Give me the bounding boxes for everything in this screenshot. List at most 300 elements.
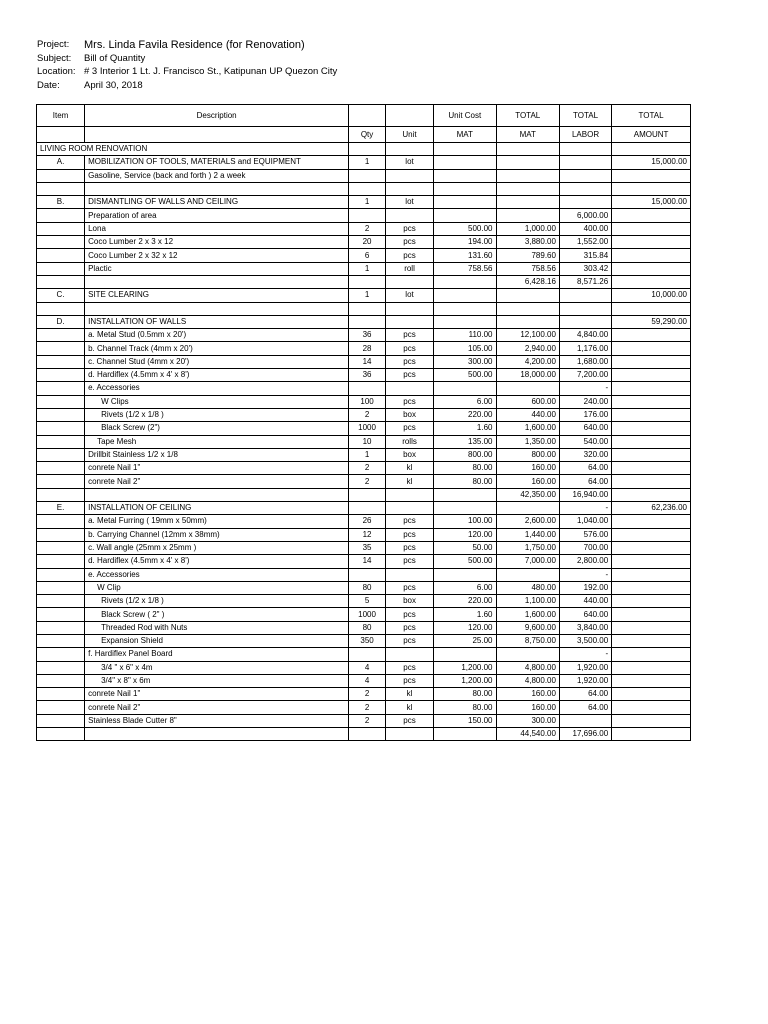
item-cell (37, 701, 85, 714)
total-amount-cell (612, 688, 691, 701)
item-cell (37, 595, 85, 608)
qty-cell: 2 (349, 222, 386, 235)
description-cell: a. Metal Stud (0.5mm x 20') (85, 329, 349, 342)
table-row (37, 608, 691, 621)
total-labor-cell: 640.00 (559, 608, 611, 621)
total-labor-cell: 192.00 (559, 581, 611, 594)
item-cell (37, 302, 85, 315)
total-mat-cell: 4,800.00 (496, 674, 559, 687)
item-cell (37, 422, 85, 435)
total-mat-cell: 800.00 (496, 448, 559, 461)
total-amount-cell (612, 728, 691, 741)
qty-cell (349, 728, 386, 741)
date-row (37, 79, 337, 93)
unit-cost-cell: 150.00 (434, 714, 496, 727)
total-mat-cell: 6,428.16 (496, 275, 559, 288)
total-mat-cell: 44,540.00 (496, 728, 559, 741)
qty-cell: 80 (349, 581, 386, 594)
header-row-1 (37, 105, 691, 127)
qty-cell (349, 648, 386, 661)
item-cell: C. (37, 289, 85, 302)
item-cell (37, 728, 85, 741)
total-amount-cell (612, 674, 691, 687)
description-cell: c. Wall angle (25mm x 25mm ) (85, 541, 349, 554)
total-labor-cell (559, 289, 611, 302)
qty-cell: 35 (349, 541, 386, 554)
unit-cost-cell: 80.00 (434, 462, 496, 475)
description-cell (85, 302, 349, 315)
total-amount-cell (612, 568, 691, 581)
total-labor-cell: 303.42 (559, 262, 611, 275)
unit-cost-cell (434, 302, 496, 315)
table-row (37, 262, 691, 275)
qty-cell: 12 (349, 528, 386, 541)
total-amount-cell: 15,000.00 (612, 156, 691, 169)
qty-cell: 2 (349, 475, 386, 488)
total-labor-cell (559, 182, 611, 195)
total-labor-cell: 176.00 (559, 408, 611, 421)
total-labor-cell: 4,840.00 (559, 329, 611, 342)
qty-cell: 1 (349, 262, 386, 275)
item-cell (37, 475, 85, 488)
qty-cell: 14 (349, 555, 386, 568)
unit-cell: pcs (385, 422, 433, 435)
unit-cost-cell: 25.00 (434, 634, 496, 647)
total-mat-cell: 1,440.00 (496, 528, 559, 541)
subject-label: Subject: (37, 52, 72, 64)
description-cell: c. Channel Stud (4mm x 20') (85, 355, 349, 368)
total-amount-cell (612, 448, 691, 461)
description-cell (85, 275, 349, 288)
unit-cost-cell: 1,200.00 (434, 661, 496, 674)
item-cell (37, 634, 85, 647)
table-row (37, 581, 691, 594)
total-amount-cell (612, 462, 691, 475)
unit-cell: pcs (385, 355, 433, 368)
total-mat-cell (496, 648, 559, 661)
unit-cell: pcs (385, 342, 433, 355)
header-blank-qty (349, 105, 386, 127)
unit-cell: pcs (385, 528, 433, 541)
item-cell (37, 621, 85, 634)
location-value: # 3 Interior 1 Lt. J. Francisco St., Katipunan UP Quezon City (84, 66, 338, 78)
total-amount-cell (612, 595, 691, 608)
description-cell (85, 728, 349, 741)
total-amount-cell (612, 329, 691, 342)
unit-cell: pcs (385, 515, 433, 528)
table-row (37, 674, 691, 687)
unit-cost-cell: 500.00 (434, 369, 496, 382)
description-cell: Plactic (85, 262, 349, 275)
item-cell (37, 714, 85, 727)
unit-cell: pcs (385, 661, 433, 674)
total-mat-cell: 42,350.00 (496, 488, 559, 501)
unit-cell: pcs (385, 634, 433, 647)
description-cell: Preparation of area (85, 209, 349, 222)
description-cell: Rivets (1/2 x 1/8 ) (85, 408, 349, 421)
unit-cost-cell: 1,200.00 (434, 674, 496, 687)
total-labor-cell: 440.00 (559, 595, 611, 608)
total-labor-cell: 1,920.00 (559, 661, 611, 674)
unit-cost-cell (434, 502, 496, 515)
total-amount-cell (612, 369, 691, 382)
unit-cell: lot (385, 196, 433, 209)
col-total-amount-top: TOTAL (612, 105, 691, 127)
unit-cell: pcs (385, 329, 433, 342)
table-row (37, 541, 691, 554)
description-cell: Black Screw (2") (85, 422, 349, 435)
qty-cell: 1 (349, 448, 386, 461)
table-row (37, 182, 691, 195)
col-unit-cost: Unit Cost (434, 105, 496, 127)
col-mat: MAT (434, 127, 496, 143)
unit-cell (385, 728, 433, 741)
total-labor-cell: 8,571.26 (559, 275, 611, 288)
item-cell (37, 674, 85, 687)
qty-cell (349, 275, 386, 288)
unit-cell (385, 648, 433, 661)
qty-cell: 10 (349, 435, 386, 448)
col-unit: Unit (385, 127, 433, 143)
total-labor-cell: 64.00 (559, 701, 611, 714)
unit-cost-cell: 1.60 (434, 608, 496, 621)
table-row (37, 435, 691, 448)
qty-cell: 1000 (349, 608, 386, 621)
description-cell: d. Hardiflex (4.5mm x 4' x 8') (85, 555, 349, 568)
qty-cell: 1000 (349, 422, 386, 435)
unit-cost-cell (434, 648, 496, 661)
item-cell (37, 369, 85, 382)
total-labor-cell: 64.00 (559, 688, 611, 701)
unit-cost-cell (434, 488, 496, 501)
description-cell: e. Accessories (85, 568, 349, 581)
description-cell: MOBILIZATION OF TOOLS, MATERIALS and EQUIPMENT (85, 156, 349, 169)
total-amount-cell: 15,000.00 (612, 196, 691, 209)
description-cell: e. Accessories (85, 382, 349, 395)
total-mat-cell: 4,800.00 (496, 661, 559, 674)
item-cell (37, 182, 85, 195)
unit-cost-cell: 500.00 (434, 222, 496, 235)
total-mat-cell: 758.56 (496, 262, 559, 275)
qty-cell: 2 (349, 462, 386, 475)
item-cell (37, 528, 85, 541)
total-labor-cell: 64.00 (559, 462, 611, 475)
total-amount-cell (612, 209, 691, 222)
unit-cost-cell (434, 315, 496, 328)
total-labor-cell: 576.00 (559, 528, 611, 541)
qty-cell: 2 (349, 701, 386, 714)
unit-cost-cell: 6.00 (434, 581, 496, 594)
item-cell (37, 581, 85, 594)
item-cell (37, 355, 85, 368)
unit-cost-cell: 50.00 (434, 541, 496, 554)
unit-cell (385, 182, 433, 195)
unit-cost-cell (434, 143, 496, 156)
unit-cost-cell: 194.00 (434, 236, 496, 249)
unit-cell (385, 302, 433, 315)
qty-cell: 14 (349, 355, 386, 368)
qty-cell: 2 (349, 408, 386, 421)
unit-cost-cell: 220.00 (434, 408, 496, 421)
description-cell: W Clips (85, 395, 349, 408)
description-cell: INSTALLATION OF WALLS (85, 315, 349, 328)
total-mat-cell: 3,880.00 (496, 236, 559, 249)
table-row (37, 395, 691, 408)
col-description: Description (85, 105, 349, 127)
total-labor-cell: 640.00 (559, 422, 611, 435)
table-row (37, 595, 691, 608)
qty-cell: 28 (349, 342, 386, 355)
unit-cost-cell: 80.00 (434, 688, 496, 701)
total-labor-cell: 2,800.00 (559, 555, 611, 568)
bill-of-quantity-table (36, 104, 691, 741)
total-labor-cell: - (559, 382, 611, 395)
total-mat-cell (496, 182, 559, 195)
unit-cost-cell: 500.00 (434, 555, 496, 568)
total-amount-cell (612, 608, 691, 621)
description-cell: Coco Lumber 2 x 32 x 12 (85, 249, 349, 262)
header-blank-desc (85, 127, 349, 143)
unit-cost-cell: 758.56 (434, 262, 496, 275)
unit-cost-cell: 220.00 (434, 595, 496, 608)
total-amount-cell (612, 555, 691, 568)
qty-cell: 80 (349, 621, 386, 634)
total-amount-cell (612, 262, 691, 275)
description-cell: W Clip (85, 581, 349, 594)
unit-cell: lot (385, 156, 433, 169)
total-labor-cell (559, 156, 611, 169)
description-cell (85, 182, 349, 195)
description-cell: d. Hardiflex (4.5mm x 4' x 8') (85, 369, 349, 382)
total-amount-cell (612, 661, 691, 674)
item-cell (37, 236, 85, 249)
unit-cost-cell: 800.00 (434, 448, 496, 461)
total-mat-cell: 1,750.00 (496, 541, 559, 554)
unit-cost-cell (434, 568, 496, 581)
total-amount-cell (612, 382, 691, 395)
item-cell (37, 608, 85, 621)
total-mat-cell: 1,000.00 (496, 222, 559, 235)
total-labor-cell: 16,940.00 (559, 488, 611, 501)
table-row (37, 728, 691, 741)
unit-cost-cell (434, 275, 496, 288)
total-labor-cell: 540.00 (559, 435, 611, 448)
total-mat-cell: 300.00 (496, 714, 559, 727)
total-labor-cell: 7,200.00 (559, 369, 611, 382)
total-amount-cell (612, 701, 691, 714)
location-label: Location: (37, 66, 76, 78)
unit-cost-cell: 100.00 (434, 515, 496, 528)
total-amount-cell (612, 435, 691, 448)
unit-cell: kl (385, 462, 433, 475)
qty-cell: 26 (349, 515, 386, 528)
unit-cost-cell (434, 289, 496, 302)
description-cell: Rivets (1/2 x 1/8 ) (85, 595, 349, 608)
unit-cost-cell: 131.60 (434, 249, 496, 262)
total-labor-cell (559, 302, 611, 315)
table-row (37, 236, 691, 249)
total-amount-cell (612, 169, 691, 182)
table-row (37, 568, 691, 581)
total-mat-cell: 480.00 (496, 581, 559, 594)
unit-cell (385, 568, 433, 581)
total-labor-cell: 1,040.00 (559, 515, 611, 528)
total-amount-cell (612, 302, 691, 315)
table-row (37, 196, 691, 209)
col-item: Item (37, 105, 85, 127)
description-cell: conrete Nail 1" (85, 688, 349, 701)
unit-cell: pcs (385, 621, 433, 634)
total-mat-cell: 1,600.00 (496, 422, 559, 435)
unit-cell: pcs (385, 395, 433, 408)
table-row (37, 515, 691, 528)
unit-cost-cell: 80.00 (434, 475, 496, 488)
subject-row (37, 52, 337, 66)
total-amount-cell (612, 342, 691, 355)
item-cell (37, 382, 85, 395)
total-amount-cell: 59,290.00 (612, 315, 691, 328)
col-total-labor-top: TOTAL (559, 105, 611, 127)
unit-cell (385, 169, 433, 182)
total-mat-cell: 789.60 (496, 249, 559, 262)
document-header (37, 38, 337, 92)
description-cell: Gasoline, Service (back and forth ) 2 a week (85, 169, 349, 182)
total-amount-cell (612, 236, 691, 249)
table-row (37, 528, 691, 541)
total-labor-cell (559, 315, 611, 328)
total-amount-cell (612, 581, 691, 594)
item-cell (37, 515, 85, 528)
unit-cost-cell (434, 209, 496, 222)
date-value: April 30, 2018 (84, 79, 143, 91)
header-row-2 (37, 127, 691, 143)
qty-cell (349, 143, 386, 156)
unit-cost-cell (434, 156, 496, 169)
table-row (37, 289, 691, 302)
total-labor-cell (559, 169, 611, 182)
total-amount-cell (612, 395, 691, 408)
total-amount-cell: 62,236.00 (612, 502, 691, 515)
total-labor-cell (559, 143, 611, 156)
total-amount-cell: 10,000.00 (612, 289, 691, 302)
unit-cell: kl (385, 688, 433, 701)
table-row (37, 222, 691, 235)
col-amount: AMOUNT (612, 127, 691, 143)
col-total-mat: MAT (496, 127, 559, 143)
unit-cell (385, 382, 433, 395)
subject-value: Bill of Quantity (84, 52, 146, 64)
unit-cell: box (385, 408, 433, 421)
unit-cost-cell: 80.00 (434, 701, 496, 714)
total-mat-cell (496, 169, 559, 182)
unit-cell: pcs (385, 581, 433, 594)
qty-cell (349, 502, 386, 515)
table-row (37, 688, 691, 701)
qty-cell (349, 488, 386, 501)
total-amount-cell (612, 408, 691, 421)
table-row (37, 555, 691, 568)
qty-cell: 1 (349, 156, 386, 169)
item-cell (37, 262, 85, 275)
description-cell (85, 488, 349, 501)
unit-cell (385, 502, 433, 515)
total-amount-cell (612, 275, 691, 288)
total-mat-cell: 18,000.00 (496, 369, 559, 382)
unit-cell: pcs (385, 541, 433, 554)
description-cell: Lona (85, 222, 349, 235)
total-labor-cell: 17,696.00 (559, 728, 611, 741)
total-amount-cell (612, 422, 691, 435)
description-cell: conrete Nail 2" (85, 475, 349, 488)
qty-cell (349, 382, 386, 395)
unit-cell (385, 315, 433, 328)
total-mat-cell: 1,350.00 (496, 435, 559, 448)
table-row (37, 302, 691, 315)
total-amount-cell (612, 355, 691, 368)
total-labor-cell: 320.00 (559, 448, 611, 461)
item-cell (37, 568, 85, 581)
description-cell: DISMANTLING OF WALLS AND CEILING (85, 196, 349, 209)
description-cell: SITE CLEARING (85, 289, 349, 302)
unit-cell (385, 143, 433, 156)
date-label: Date: (37, 79, 60, 91)
item-cell (37, 435, 85, 448)
total-labor-cell (559, 196, 611, 209)
item-cell (37, 648, 85, 661)
total-labor-cell: 700.00 (559, 541, 611, 554)
description-cell: f. Hardiflex Panel Board (85, 648, 349, 661)
unit-cost-cell: 300.00 (434, 355, 496, 368)
total-mat-cell (496, 143, 559, 156)
item-cell (37, 342, 85, 355)
unit-cell: kl (385, 701, 433, 714)
unit-cost-cell: 1.60 (434, 422, 496, 435)
total-amount-cell (612, 143, 691, 156)
unit-cell: roll (385, 262, 433, 275)
qty-cell (349, 315, 386, 328)
unit-cell (385, 488, 433, 501)
item-cell (37, 395, 85, 408)
table-row (37, 488, 691, 501)
description-cell: INSTALLATION OF CEILING (85, 502, 349, 515)
item-cell (37, 448, 85, 461)
qty-cell: 36 (349, 369, 386, 382)
unit-cell: pcs (385, 222, 433, 235)
total-labor-cell (559, 714, 611, 727)
total-amount-cell (612, 515, 691, 528)
qty-cell: 100 (349, 395, 386, 408)
location-row (37, 65, 337, 79)
total-labor-cell: 3,500.00 (559, 634, 611, 647)
total-labor-cell: - (559, 648, 611, 661)
unit-cell: kl (385, 475, 433, 488)
total-mat-cell: 160.00 (496, 701, 559, 714)
total-mat-cell: 2,940.00 (496, 342, 559, 355)
qty-cell: 6 (349, 249, 386, 262)
unit-cost-cell (434, 728, 496, 741)
table-row (37, 315, 691, 328)
total-amount-cell (612, 475, 691, 488)
description-cell: Expansion Shield (85, 634, 349, 647)
unit-cell: box (385, 448, 433, 461)
item-cell: B. (37, 196, 85, 209)
table-row (37, 156, 691, 169)
qty-cell (349, 169, 386, 182)
total-labor-cell: - (559, 502, 611, 515)
col-total-mat-top: TOTAL (496, 105, 559, 127)
table-row (37, 369, 691, 382)
qty-cell: 350 (349, 634, 386, 647)
